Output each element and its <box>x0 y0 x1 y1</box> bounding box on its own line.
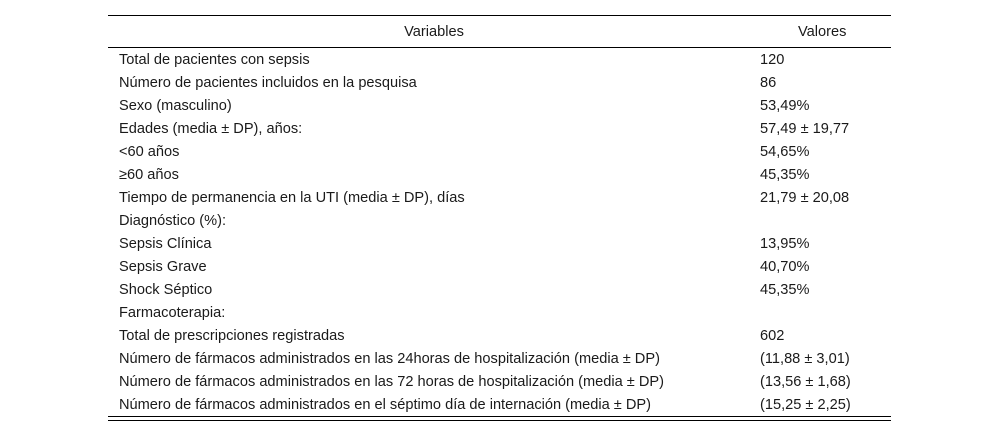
data-table-container <box>108 15 891 421</box>
header-row <box>108 16 891 48</box>
row-value: 13,95% <box>760 235 810 252</box>
row-value: 40,70% <box>760 258 810 275</box>
row-variable: Shock Séptico <box>119 281 213 298</box>
header-variables: Variables <box>108 16 760 48</box>
table-row <box>108 301 891 324</box>
row-variable: Total de pacientes con sepsis <box>119 51 310 68</box>
row-variable: Tiempo de permanencia en la UTI (media ± DP), días <box>119 189 465 206</box>
patient-characteristics-table <box>108 15 891 417</box>
row-value: 21,79 ± 20,08 <box>760 189 850 206</box>
row-variable: Farmacoterapia: <box>119 304 226 321</box>
table-row <box>108 117 891 140</box>
row-variable: Sepsis Clínica <box>119 235 212 252</box>
row-value <box>760 209 891 232</box>
table-row <box>108 209 891 232</box>
table-row <box>108 48 891 72</box>
table-row <box>108 370 891 393</box>
table-row <box>108 163 891 186</box>
header-values: Valores <box>760 16 891 48</box>
row-value <box>760 301 891 324</box>
table-row <box>108 94 891 117</box>
row-variable: Sexo (masculino) <box>119 97 232 114</box>
row-value: 57,49 ± 19,77 <box>760 120 850 137</box>
table-body <box>108 48 891 417</box>
row-variable: Total de prescripciones registradas <box>119 327 345 344</box>
row-value: 54,65% <box>760 143 810 160</box>
row-value: 602 <box>760 327 785 344</box>
table-header <box>108 16 891 48</box>
table-row <box>108 255 891 278</box>
bottom-rule <box>108 417 891 421</box>
table-row <box>108 186 891 209</box>
table-row <box>108 347 891 370</box>
row-value: (15,25 ± 2,25) <box>760 393 891 417</box>
row-value: 120 <box>760 51 785 68</box>
table-row <box>108 324 891 347</box>
table-row <box>108 71 891 94</box>
row-variable: Número de fármacos administrados en las 72 horas de hospitalización (media ± DP) <box>119 373 664 390</box>
table-row <box>108 278 891 301</box>
row-value: 53,49% <box>760 97 810 114</box>
row-value: (11,88 ± 3,01) <box>760 350 850 367</box>
row-variable: <60 años <box>119 143 180 160</box>
table-row <box>108 232 891 255</box>
row-variable: Número de pacientes incluidos en la pesquisa <box>119 74 417 91</box>
row-variable: Edades (media ± DP), años: <box>119 120 303 137</box>
row-value: 45,35% <box>760 166 810 183</box>
row-variable: Diagnóstico (%): <box>119 212 227 229</box>
row-variable: ≥60 años <box>119 166 179 183</box>
row-value: (13,56 ± 1,68) <box>760 373 851 390</box>
row-value: 86 <box>760 74 777 91</box>
table-row <box>108 393 891 417</box>
row-variable: Sepsis Grave <box>119 258 207 275</box>
table-row <box>108 140 891 163</box>
row-variable: Número de fármacos administrados en las 24horas de hospitalización (media ± DP) <box>119 350 660 367</box>
row-value: 45,35% <box>760 281 810 298</box>
row-variable: Número de fármacos administrados en el séptimo día de internación (media ± DP) <box>108 393 760 417</box>
